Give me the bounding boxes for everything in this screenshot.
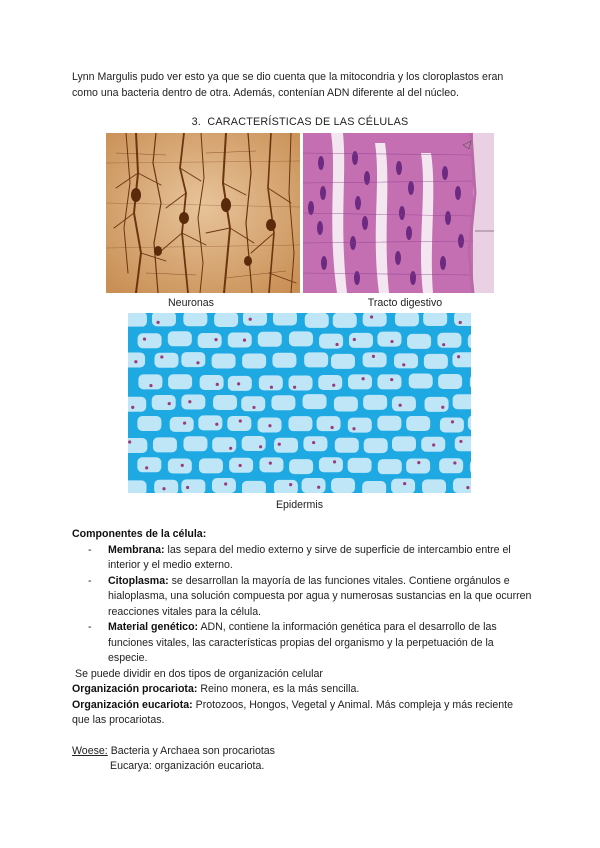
prokaryotic-line: Organización procariota: Reino monera, es la más sencilla. — [72, 683, 360, 695]
spacer — [72, 729, 532, 744]
dash-bullet: - — [88, 621, 92, 633]
section-heading — [0, 116, 600, 128]
item-term: Citoplasma: — [108, 574, 169, 587]
woese-line-1: Woese: Bacteria y Archaea son procariotas — [72, 744, 275, 757]
dash-bullet: - — [88, 543, 92, 556]
section-number: 3. — [191, 116, 201, 128]
woese-line-2: Eucarya: organización eucariota. — [110, 760, 265, 772]
epidermis-image — [128, 313, 471, 493]
intro-line-2: como una bacteria dentro de otra. Además, contenían ADN diferente al del núcleo. — [72, 86, 459, 99]
woese-label: Woese: — [72, 744, 108, 757]
intro-paragraph — [72, 70, 542, 101]
caption-neurons: Neuronas — [168, 297, 214, 309]
dash-bullet: - — [88, 574, 92, 587]
caption-epidermis: Epidermis — [275, 499, 324, 511]
components-heading: Componentes de la célula: — [72, 528, 207, 540]
digestive-tract-image — [303, 133, 494, 293]
item-text: las separa del medio externo y sirve de superficie de intercambio entre el interior y el medio externo. — [108, 543, 511, 571]
intro-line-1: Lynn Margulis pudo ver esto ya que se dio cuenta que la mitocondria y los cloroplastos eran — [72, 71, 504, 83]
list-item — [72, 543, 532, 574]
item-text: ADN, contiene la información genética para el desarrollo de las funciones vitales, las características propias del organismo y la perpetuación de la especie. — [108, 621, 497, 664]
list-item — [72, 574, 532, 621]
caption-digestive-tract: Tracto digestivo — [367, 297, 443, 309]
neurons-image — [106, 133, 300, 293]
organization-intro: Se puede dividir en dos tipos de organización celular — [75, 667, 323, 680]
section-title: CARACTERÍSTICAS DE LAS CÉLULAS — [207, 116, 409, 128]
cell-components-section — [72, 527, 532, 775]
item-text: se desarrollan la mayoría de las funciones vitales. Contiene orgánulos e hialoplasma, una solución compuesta por agua y numerosas sustancias en la que ocurren reacciones vitales para la célula. — [108, 574, 532, 618]
item-term: Material genético: — [108, 621, 199, 633]
item-term: Membrana: — [108, 543, 165, 556]
list-item — [72, 620, 532, 667]
components-list — [72, 543, 532, 667]
eukaryotic-line: Organización eucariota: Protozoos, Hongos, Vegetal y Animal. Más compleja y más reciente que las procariotas. — [72, 698, 514, 726]
